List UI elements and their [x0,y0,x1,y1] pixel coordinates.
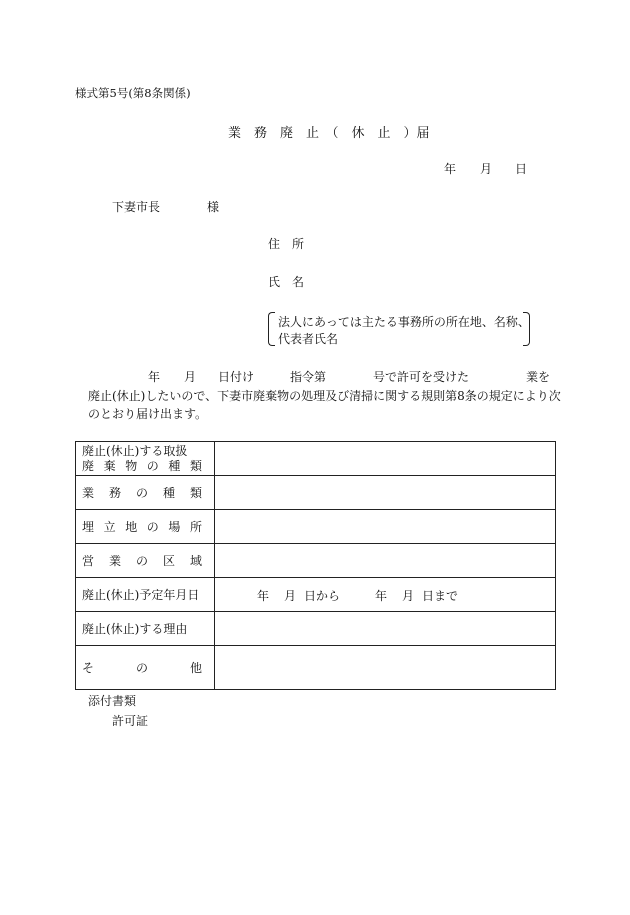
char: 種 [162,486,175,500]
row1-label-line1: 廃止(休止)する取扱 [82,443,188,458]
char: 業 [108,554,121,568]
char: 種 [168,458,181,473]
until-year: 年 [375,589,388,603]
body-dated: 日付け [218,370,255,384]
row-label-reason: 廃止(休止)する理由 [76,612,215,646]
row-label-other [76,646,215,690]
body-permit-received: 号で許可を受けた [373,370,470,384]
row-label-scheduled-date: 廃止(休止)予定年月日 [76,578,215,612]
scheduled-date-field[interactable] [215,578,556,612]
business-area-field[interactable] [215,544,556,578]
char: 類 [189,486,202,500]
waste-type-field[interactable] [215,442,556,476]
reason-field[interactable] [215,612,556,646]
row-label-landfill-location [76,510,215,544]
until-month: 月 [402,589,415,603]
char: 他 [189,661,202,675]
char: の [135,554,148,568]
row-label-business-type [76,476,215,510]
char: 立 [103,520,116,534]
body-month: 月 [184,370,197,384]
table-row [76,578,556,612]
left-bracket [268,312,275,346]
until-day: 日まで [422,589,459,603]
body-line2: 廃止(休止)したいので、下妻市廃棄物の処理及び清掃に関する規則第8条の規定により次 [88,389,561,403]
char: 廃 [82,458,95,473]
corporate-note-line1: 法人にあっては主たる事務所の所在地、名称、 [278,315,530,329]
from-year: 年 [257,589,270,603]
notification-table [75,441,556,690]
row1-label-line2 [82,459,202,474]
from-month: 月 [284,589,297,603]
row-label-waste-type [76,442,215,476]
char: 務 [108,486,121,500]
char: 場 [168,520,181,534]
table-row [76,442,556,476]
form-number: 様式第5号(第8条関係) [75,86,191,100]
body-directive: 指令第 [290,370,327,384]
body-business: 業を [526,370,551,384]
body-year: 年 [148,370,161,384]
other-field[interactable] [215,646,556,690]
table-row [76,646,556,690]
char: 棄 [103,458,116,473]
char: の [146,520,159,534]
char: 物 [125,458,138,473]
business-type-field[interactable] [215,476,556,510]
body-line3: のとおり届け出ます。 [88,407,208,421]
corporate-note [268,312,530,346]
row-label-business-area [76,544,215,578]
table-row [76,544,556,578]
char: 業 [82,486,95,500]
corporate-note-line2: 代表者氏名 [278,332,339,346]
date-day: 日 [515,162,528,176]
document-title: 業 務 廃 止 （ 休 止 ）届 [228,126,430,141]
char: 類 [189,458,202,473]
table-row [76,612,556,646]
attachment-item: 許可証 [112,714,149,728]
char: そ [82,661,95,675]
addressee-honorific: 様 [207,200,220,214]
table-row [76,510,556,544]
address-label: 住 所 [268,237,305,251]
char: 区 [162,554,175,568]
date-year: 年 [444,162,457,176]
char: 営 [82,554,95,568]
char: の [146,458,159,473]
table-row [76,476,556,510]
from-day: 日から [304,589,341,603]
landfill-location-field[interactable] [215,510,556,544]
char: の [135,661,148,675]
date-month: 月 [480,162,493,176]
char: の [135,486,148,500]
char: 域 [189,554,202,568]
attachments-heading: 添付書類 [88,694,137,708]
name-label: 氏 名 [268,275,305,289]
addressee-name: 下妻市長 [112,200,161,214]
char: 地 [125,520,138,534]
char: 埋 [82,520,95,534]
char: 所 [189,520,202,534]
